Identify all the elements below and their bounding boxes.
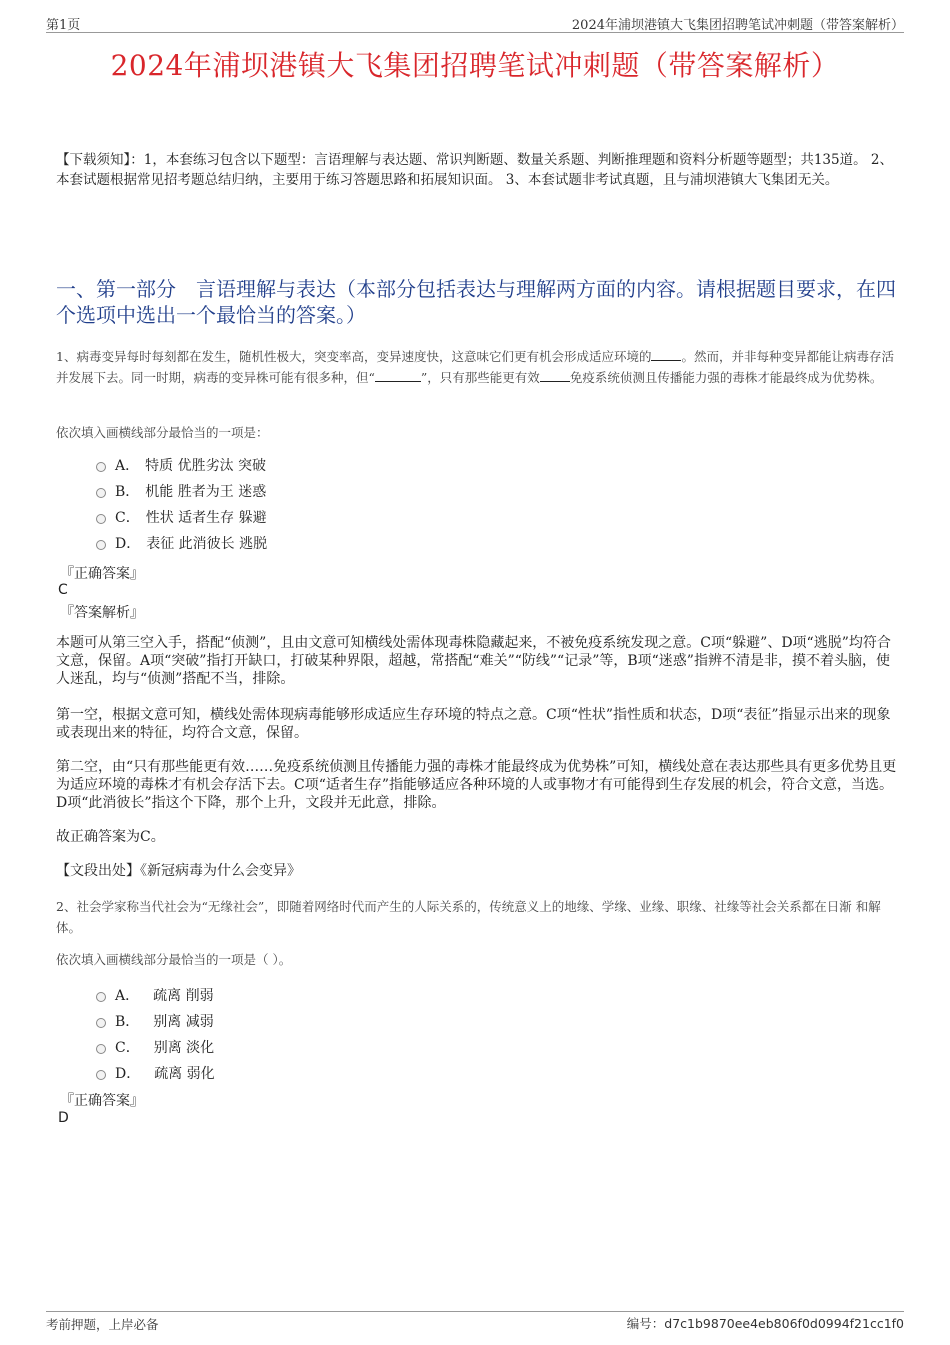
q1-answer-heading: 『正确答案』 (60, 566, 144, 582)
document-id (627, 1314, 904, 1332)
option-label: D． (115, 1066, 141, 1082)
radio-icon[interactable] (96, 540, 106, 550)
q1-analysis-heading: 『答案解析』 (60, 605, 144, 621)
radio-icon[interactable] (96, 1044, 106, 1054)
q1-analysis (56, 706, 898, 742)
q2-option-a[interactable] (96, 982, 215, 1008)
q2-option-d[interactable] (96, 1060, 215, 1086)
footer-divider (46, 1311, 904, 1312)
option-text: 特质 优胜劣汰 突破 (145, 458, 267, 474)
radio-icon[interactable] (96, 1070, 106, 1080)
q1-option-a[interactable] (96, 452, 267, 478)
radio-icon[interactable] (96, 488, 106, 498)
q1-answer: C (58, 582, 68, 598)
option-label: B． (115, 1014, 140, 1030)
header-divider (46, 32, 904, 33)
option-label: A． (115, 458, 140, 474)
option-text: 性状 适者生存 躲避 (145, 510, 267, 526)
document-id-code: d7c1b9870ee4eb806f0d0994f21cc1f0 (664, 1316, 904, 1331)
header-doc-title: 2024年浦坝港镇大飞集团招聘笔试冲刺题（带答案解析） (571, 18, 904, 33)
download-notice: 【下载须知】：1，本套练习包含以下题型：言语理解与表达题、常识判断题、数量关系题、判断推理题和资料分析题等题型；共135道。 2、本套试题根据常见招考题总结归纳，主要用于练习答题思路和拓展知识面。 3、本套试题非考试真题，且与浦坝港镇大飞集团无关。 (56, 152, 893, 188)
question-2-options (96, 982, 215, 1086)
blank-1 (651, 360, 681, 361)
option-label: D． (115, 536, 141, 552)
q1-analysis (56, 828, 898, 846)
q1-stem-part-a: 1、病毒变异每时每刻都在发生，随机性极大，突变率高，变异速度快，这意味它们更有机会形成适应环境的 (56, 349, 652, 364)
question-2-stem: 2、社会学家称当代社会为“无缘社会”，即随着网络时代而产生的人际关系的，传统意义上的地缘、学缘、业缘、职缘、社缘等社会关系都在日渐 和解体。 (56, 899, 881, 935)
q2-option-c[interactable] (96, 1034, 215, 1060)
q2-answer: D (58, 1110, 69, 1126)
q1-option-b[interactable] (96, 478, 267, 504)
section-heading: 一、第一部分 言语理解与表达（本部分包括表达与理解两方面的内容。请根据题目要求，在四个选项中选出一个最恰当的答案。） (56, 277, 896, 327)
question-1-stem (56, 346, 898, 388)
q1-option-d[interactable] (96, 530, 267, 556)
analysis-paragraph: 本题可从第三空入手，搭配“侦测”，且由文意可知横线处需体现毒株隐藏起来，不被免疫系统发现之意。C项“躲避”、D项“逃脱”均符合文意，保留。A项“突破”指打开缺口，打破某种界限，超越，常搭配“难关”“防线”“记录”等，B项“迷惑”指辨不清是非，摸不着头脑，使人迷乱，均与“侦测”搭配不当，排除。 (56, 635, 891, 687)
page-title: 2024年浦坝港镇大飞集团招聘笔试冲刺题（带答案解析） (110, 49, 840, 82)
footer-slogan: 考前押题，上岸必备 (46, 1317, 159, 1332)
question-1-options (96, 452, 267, 556)
radio-icon[interactable] (96, 514, 106, 524)
option-text: 别离 淡化 (153, 1040, 215, 1056)
option-text: 机能 胜者为王 迷惑 (145, 484, 267, 500)
q1-stem-part-b: 。然而，并非每种变异都能让病毒存活并发展下去。同一时期，病毒的变异株可能有很多种，但“ (56, 349, 894, 385)
option-label: B． (115, 484, 140, 500)
q2-option-b[interactable] (96, 1008, 215, 1034)
document-id-label: 编号： (626, 1316, 665, 1331)
q1-option-c[interactable] (96, 504, 267, 530)
option-text: 别离 减弱 (153, 1014, 214, 1030)
analysis-paragraph: 第二空，由“只有那些能更有效……免疫系统侦测且传播能力强的毒株才能最终成为优势株”可知，横线处意在表达那些具有更多优势且更为适应环境的毒株才有机会存活下去。C项“适者生存”指能够适应各种环境的人或事物才有可能得到生存发展的机会，符合文意，当选。D项“此消彼长”指这个下降，那个上升，文段并无此意，排除。 (56, 759, 897, 811)
q1-analysis (56, 634, 898, 688)
q1-analysis (56, 862, 898, 880)
q2-answer-heading: 『正确答案』 (60, 1093, 144, 1109)
option-label: C． (115, 510, 140, 526)
analysis-conclusion: 故正确答案为C。 (56, 829, 165, 845)
option-text: 疏离 削弱 (153, 988, 214, 1004)
radio-icon[interactable] (96, 1018, 106, 1028)
page-number: 第1页 (46, 18, 81, 33)
option-label: C． (115, 1040, 140, 1056)
q1-stem-part-c: ”，只有那些能更有效 (420, 370, 540, 385)
option-label: A． (115, 988, 140, 1004)
q1-stem-part-d: 免疫系统侦测且传播能力强的毒株才能最终成为优势株。 (569, 370, 883, 385)
q1-analysis (56, 758, 898, 812)
radio-icon[interactable] (96, 992, 106, 1002)
source-citation: 【文段出处】《新冠病毒为什么会变异》 (56, 863, 301, 879)
radio-icon[interactable] (96, 462, 106, 472)
question-2-prompt: 依次填入画横线部分最恰当的一项是（ ）。 (56, 952, 292, 967)
option-text: 疏离 弱化 (154, 1066, 215, 1082)
option-text: 表征 此消彼长 逃脱 (146, 536, 268, 552)
blank-3 (540, 381, 570, 382)
blank-2 (375, 381, 421, 382)
question-1-prompt: 依次填入画横线部分最恰当的一项是： (56, 425, 269, 440)
analysis-paragraph: 第一空，根据文意可知，横线处需体现病毒能够形成适应生存环境的特点之意。C项“性状”指性质和状态，D项“表征”指显示出来的现象或表现出来的特征，均符合文意，保留。 (56, 707, 891, 741)
